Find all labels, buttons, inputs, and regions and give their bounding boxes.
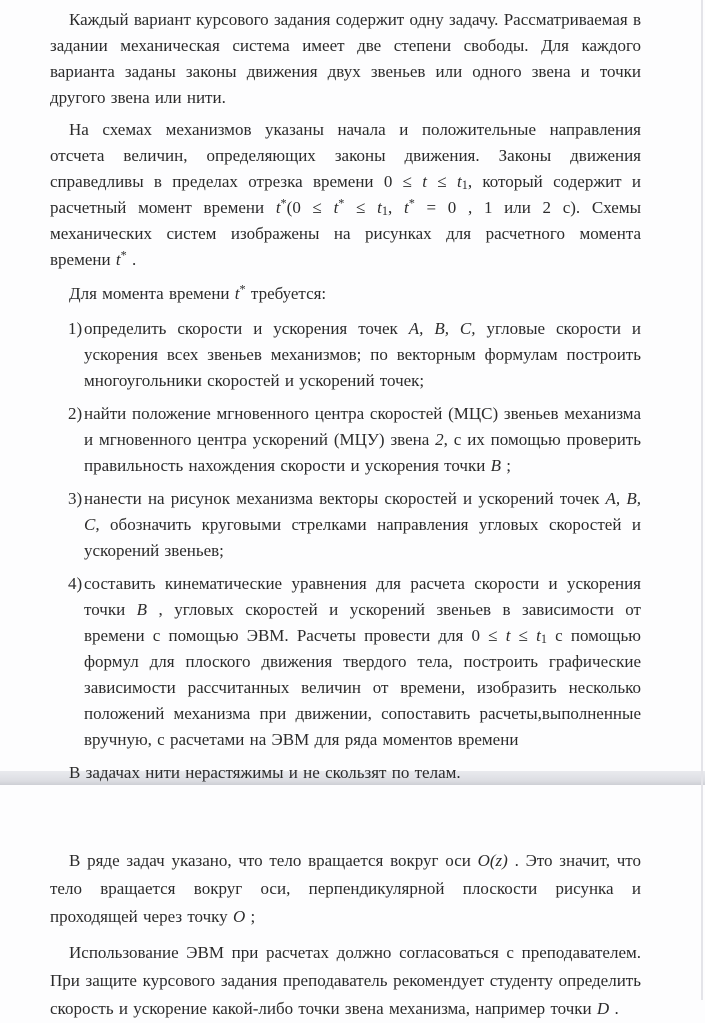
math-run: * — [338, 196, 345, 211]
page1-text-block — [50, 7, 641, 786]
task-item-2 — [50, 401, 641, 479]
text-run: , с их помощью проверить правильность нахождения скорости и ускорения точки — [84, 430, 641, 475]
intro-paragraph-1 — [50, 7, 641, 111]
text-run: 0 ≤ — [383, 172, 423, 191]
task-item-3 — [50, 486, 641, 564]
text-run: , угловых скоростей и ускорений звеньев в зависимости от времени с помощью ЭВМ. Расчеты провести для — [84, 600, 641, 645]
text-run: = 0 , 1 или 2 с). Схемы механических систем изображены на рисунках для расчетного момента времени — [50, 198, 641, 269]
text-run: В ряде задач указано, что тело вращается вокруг оси — [69, 851, 478, 870]
text-run: ≤ — [427, 172, 457, 191]
text-run: , — [388, 198, 404, 217]
text-run: Для момента времени — [69, 284, 235, 303]
math-run: 1 — [461, 178, 468, 193]
text-run: Использование ЭВМ при расчетах должно согласоваться с преподавателем. При защите курсового задания преподаватель рекомендует студенту определить скорость и ускорение какой-либо точки звена механизма, например точки — [50, 943, 641, 1018]
text-run: , который содержит и расчетный момент времени — [50, 172, 642, 217]
math-run: * — [120, 248, 127, 263]
text-run: требуется: — [245, 284, 327, 303]
math-run: t — [377, 198, 382, 217]
text-run: угловые скорости и ускорения всех звеньев механизмов; по векторным формулам построить многоугольники скоростей и ускорений точек; — [84, 319, 641, 390]
text-run: В задачах нити нерастяжимы и не скользят по телам. — [69, 763, 461, 782]
math-run: B — [136, 600, 148, 619]
text-run: . Это значит, что тело вращается вокруг оси, перпендикулярной плоскости рисунка и проходящей через точку — [50, 851, 641, 926]
page-right-edge — [701, 0, 703, 1000]
math-run: t — [403, 198, 409, 217]
text-run: составить кинематические уравнения для расчета скорости и ускорения точки — [84, 574, 641, 619]
text-run: нанести на рисунок механизма векторы скоростей и ускорений точек — [84, 489, 606, 508]
math-run: O — [232, 907, 246, 926]
math-run: t — [234, 284, 240, 303]
math-run: A, B, C, — [408, 319, 476, 338]
math-run: O(z) — [477, 851, 508, 870]
math-run: B — [490, 456, 501, 475]
page2-text-block — [50, 847, 641, 1023]
math-run: 1 — [540, 632, 547, 647]
item-number: 4) — [68, 574, 83, 593]
math-run: * — [239, 282, 246, 297]
math-run: D — [596, 999, 610, 1018]
math-run: * — [280, 196, 287, 211]
text-run: определить скорости и ускорения точек — [84, 319, 409, 338]
intro-paragraph-2 — [50, 117, 641, 273]
math-run: t — [333, 198, 339, 217]
page2-paragraph-2 — [50, 939, 641, 1023]
math-run: t — [456, 172, 462, 191]
text-run: Каждый вариант курсового задания содержит одну задачу. Рассматриваемая в задании механическая система имеет две степени свободы. Для каждого варианта заданы законы движения двух звеньев или одного звена и точки другого звена или нити. — [50, 10, 641, 107]
text-run: (0 ≤ — [286, 198, 334, 217]
math-run: t — [536, 626, 541, 645]
document-page-2 — [0, 785, 705, 1018]
text-run: ; — [245, 907, 256, 926]
text-run: . — [609, 999, 619, 1018]
item-number: 3) — [68, 489, 83, 508]
text-run: найти положение мгновенного центра скоростей (МЦС) звеньев механизма и мгновенного центра ускорений (МЦУ) звена — [84, 404, 641, 449]
text-run: ≤ — [344, 198, 378, 217]
math-run: 2 — [435, 430, 444, 449]
text-run: с помощью формул для плоского движения твердого тела, построить графические зависимости рассчитанных величин от времени, изобразить несколько положений механизма при движении, сопоставить расчеты,выполненные вручную, с расчетами на ЭВМ для ряда моментов времени — [84, 626, 641, 749]
math-run: t — [505, 626, 511, 645]
text-run: 0 ≤ — [471, 626, 506, 645]
text-run: ≤ — [510, 626, 537, 645]
item-number: 1) — [68, 319, 83, 338]
math-run: * — [408, 196, 415, 211]
math-run: t — [275, 198, 281, 217]
task-item-4 — [50, 571, 641, 753]
math-run: t — [422, 172, 428, 191]
item-number: 2) — [68, 404, 83, 423]
math-run: 1 — [381, 204, 389, 219]
text-run: ; — [501, 456, 511, 475]
task-item-1 — [50, 316, 641, 394]
page2-paragraph-1 — [50, 847, 641, 931]
task-requirements-header — [50, 281, 641, 307]
text-run: обозначить круговыми стрелками направления угловых скоростей и ускорений звеньев; — [84, 515, 641, 560]
math-run: A, B, C, — [84, 489, 641, 534]
text-run: На схемах механизмов указаны начала и положительные направления отсчета величин, определяющих законы движения. Законы движения справедливы в пределах отрезка времени — [50, 120, 641, 191]
math-run: t — [115, 250, 121, 269]
text-run: . — [126, 250, 137, 269]
